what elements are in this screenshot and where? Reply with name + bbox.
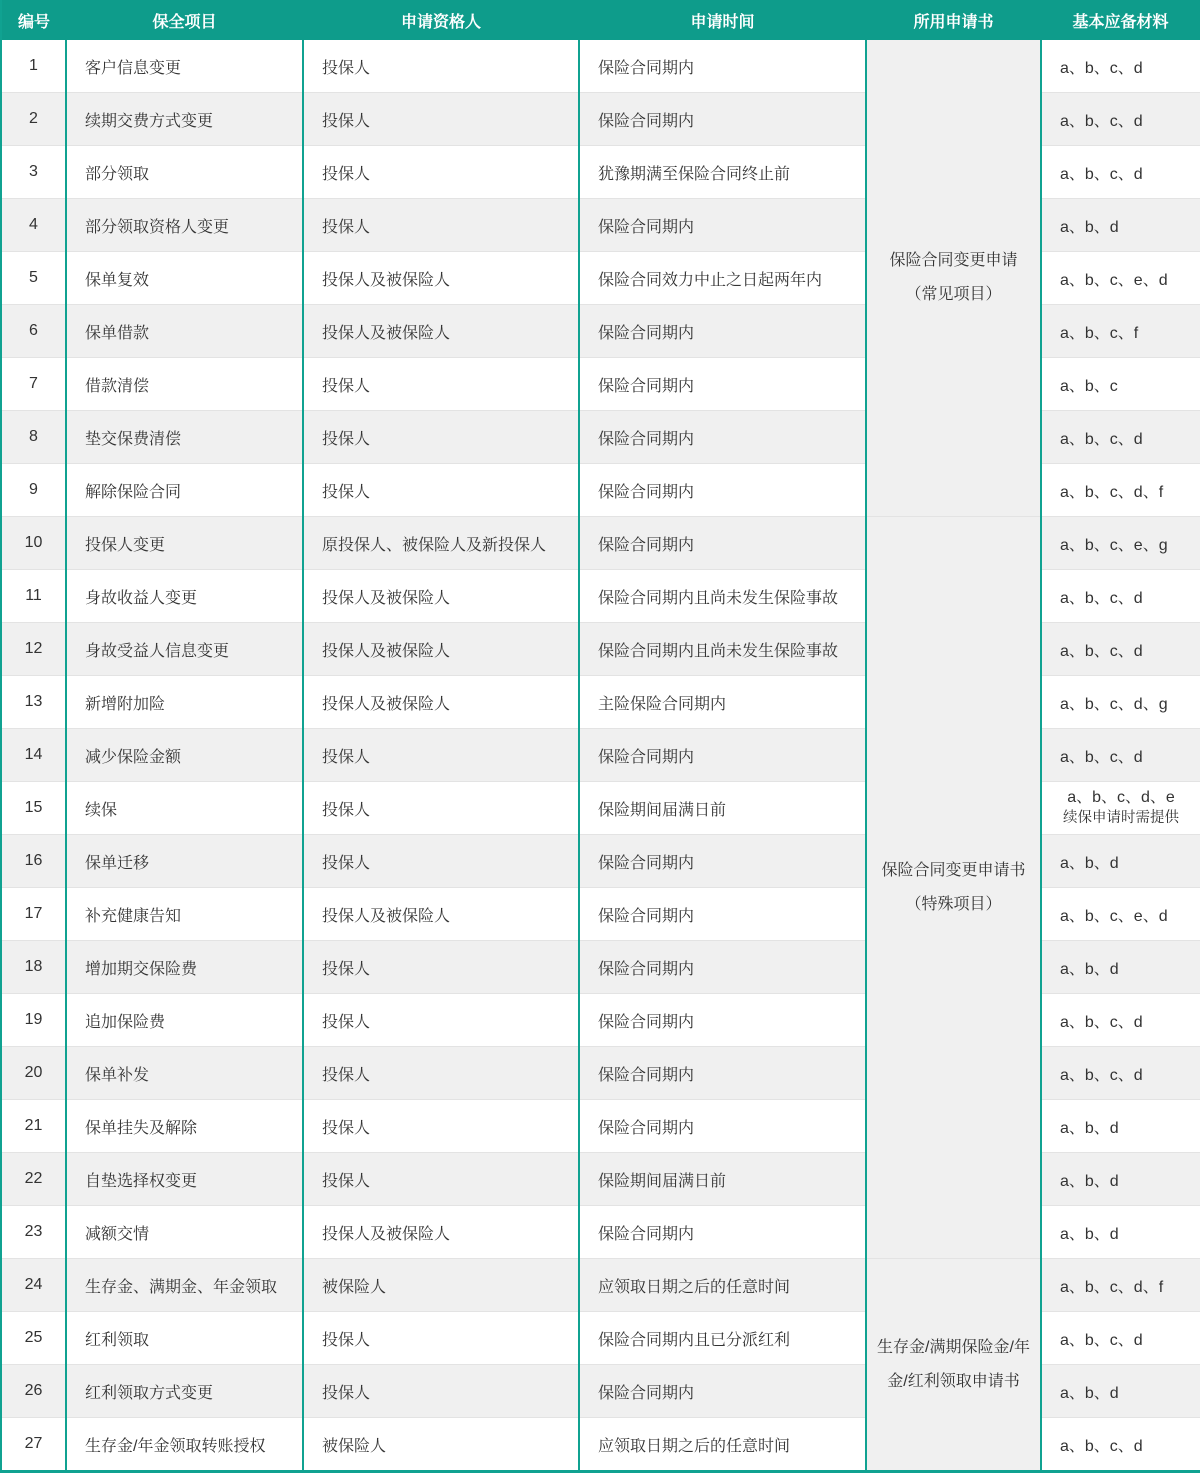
applicant-cell: 投保人 — [303, 199, 579, 252]
applicant-cell: 投保人 — [303, 358, 579, 411]
service-item-cell: 续保 — [66, 782, 303, 835]
materials-cell: a、b、c、f — [1041, 305, 1200, 358]
row-number-cell: 22 — [1, 1153, 66, 1206]
applicant-cell: 投保人 — [303, 994, 579, 1047]
applicant-cell: 投保人及被保险人 — [303, 252, 579, 305]
service-item-cell: 保单迁移 — [66, 835, 303, 888]
row-number-cell: 13 — [1, 676, 66, 729]
applicant-cell: 投保人 — [303, 1153, 579, 1206]
row-number-cell: 21 — [1, 1100, 66, 1153]
materials-cell: a、b、c、d — [1041, 994, 1200, 1047]
time-cell: 保险合同期内且尚未发生保险事故 — [579, 623, 866, 676]
time-cell: 保险合同期内 — [579, 464, 866, 517]
column-header-item: 保全项目 — [66, 0, 303, 40]
applicant-cell: 投保人 — [303, 729, 579, 782]
table-row — [1, 517, 1200, 570]
service-item-cell: 身故收益人变更 — [66, 570, 303, 623]
applicant-cell: 投保人 — [303, 93, 579, 146]
row-number-cell: 8 — [1, 411, 66, 464]
applicant-cell: 投保人及被保险人 — [303, 888, 579, 941]
service-item-cell: 投保人变更 — [66, 517, 303, 570]
column-header-time: 申请时间 — [579, 0, 866, 40]
applicant-cell: 被保险人 — [303, 1259, 579, 1312]
row-number-cell: 26 — [1, 1365, 66, 1418]
time-cell: 保险期间届满日前 — [579, 1153, 866, 1206]
materials-cell: a、b、c、d — [1041, 570, 1200, 623]
service-item-cell: 垫交保费清偿 — [66, 411, 303, 464]
time-cell: 保险合同期内 — [579, 1100, 866, 1153]
application-form-cell: 保险合同变更申请（常见项目） — [866, 40, 1041, 517]
row-number-cell: 7 — [1, 358, 66, 411]
applicant-cell: 投保人 — [303, 1365, 579, 1418]
materials-cell: a、b、d — [1041, 1365, 1200, 1418]
row-number-cell: 6 — [1, 305, 66, 358]
time-cell: 保险合同期内 — [579, 93, 866, 146]
materials-cell: a、b、c、d — [1041, 93, 1200, 146]
materials-cell: a、b、c、d — [1041, 623, 1200, 676]
time-cell: 保险合同期内 — [579, 411, 866, 464]
service-item-cell: 生存金/年金领取转账授权 — [66, 1418, 303, 1472]
header-row — [1, 0, 1200, 40]
applicant-cell: 投保人 — [303, 411, 579, 464]
application-form-cell: 生存金/满期保险金/年金/红利领取申请书 — [866, 1259, 1041, 1472]
time-cell: 保险合同期内且尚未发生保险事故 — [579, 570, 866, 623]
materials-cell: a、b、c — [1041, 358, 1200, 411]
time-cell: 保险合同期内 — [579, 517, 866, 570]
time-cell: 保险合同期内 — [579, 1047, 866, 1100]
applicant-cell: 投保人及被保险人 — [303, 676, 579, 729]
row-number-cell: 25 — [1, 1312, 66, 1365]
time-cell: 保险合同期内 — [579, 994, 866, 1047]
applicant-cell: 投保人 — [303, 1100, 579, 1153]
time-cell: 保险合同期内 — [579, 729, 866, 782]
materials-cell: a、b、d — [1041, 1100, 1200, 1153]
applicant-cell: 投保人 — [303, 782, 579, 835]
row-number-cell: 12 — [1, 623, 66, 676]
applicant-cell: 投保人 — [303, 835, 579, 888]
service-item-cell: 身故受益人信息变更 — [66, 623, 303, 676]
applicant-cell: 投保人及被保险人 — [303, 623, 579, 676]
time-cell: 保险合同期内 — [579, 305, 866, 358]
applicant-cell: 原投保人、被保险人及新投保人 — [303, 517, 579, 570]
service-item-cell: 保单挂失及解除 — [66, 1100, 303, 1153]
time-cell: 保险合同期内 — [579, 888, 866, 941]
row-number-cell: 5 — [1, 252, 66, 305]
service-item-cell: 减额交情 — [66, 1206, 303, 1259]
column-header-applicant: 申请资格人 — [303, 0, 579, 40]
time-cell: 保险合同效力中止之日起两年内 — [579, 252, 866, 305]
row-number-cell: 9 — [1, 464, 66, 517]
service-item-cell: 部分领取资格人变更 — [66, 199, 303, 252]
service-item-cell: 保单复效 — [66, 252, 303, 305]
materials-cell: a、b、c、e、d — [1041, 888, 1200, 941]
service-item-cell: 部分领取 — [66, 146, 303, 199]
materials-cell: a、b、c、d — [1041, 1418, 1200, 1472]
applicant-cell: 投保人 — [303, 1047, 579, 1100]
materials-cell: a、b、c、d — [1041, 1312, 1200, 1365]
service-item-cell: 红利领取方式变更 — [66, 1365, 303, 1418]
materials-cell: a、b、c、d — [1041, 729, 1200, 782]
service-item-cell: 新增附加险 — [66, 676, 303, 729]
time-cell: 保险期间届满日前 — [579, 782, 866, 835]
materials-cell: a、b、c、d、e 续保申请时需提供 — [1041, 782, 1200, 835]
time-cell: 保险合同期内 — [579, 358, 866, 411]
applicant-cell: 投保人 — [303, 40, 579, 93]
row-number-cell: 3 — [1, 146, 66, 199]
service-item-cell: 续期交费方式变更 — [66, 93, 303, 146]
row-number-cell: 15 — [1, 782, 66, 835]
materials-cell: a、b、c、e、d — [1041, 252, 1200, 305]
applicant-cell: 投保人 — [303, 1312, 579, 1365]
service-item-cell: 借款清偿 — [66, 358, 303, 411]
service-item-cell: 增加期交保险费 — [66, 941, 303, 994]
time-cell: 保险合同期内 — [579, 941, 866, 994]
materials-cell: a、b、d — [1041, 1206, 1200, 1259]
row-number-cell: 23 — [1, 1206, 66, 1259]
row-number-cell: 20 — [1, 1047, 66, 1100]
row-number-cell: 2 — [1, 93, 66, 146]
applicant-cell: 投保人 — [303, 941, 579, 994]
time-cell: 保险合同期内 — [579, 835, 866, 888]
service-item-cell: 保单借款 — [66, 305, 303, 358]
materials-note: 续保申请时需提供 — [1063, 810, 1179, 827]
applicant-cell: 投保人 — [303, 146, 579, 199]
table-row — [1, 1259, 1200, 1312]
applicant-cell: 投保人及被保险人 — [303, 1206, 579, 1259]
materials-cell: a、b、c、d、f — [1041, 1259, 1200, 1312]
materials-cell: a、b、c、d — [1041, 411, 1200, 464]
row-number-cell: 16 — [1, 835, 66, 888]
service-item-cell: 追加保险费 — [66, 994, 303, 1047]
time-cell: 保险合同期内 — [579, 199, 866, 252]
service-item-cell: 生存金、满期金、年金领取 — [66, 1259, 303, 1312]
row-number-cell: 18 — [1, 941, 66, 994]
materials-cell: a、b、c、d、f — [1041, 464, 1200, 517]
row-number-cell: 1 — [1, 40, 66, 93]
materials-cell: a、b、d — [1041, 199, 1200, 252]
time-cell: 犹豫期满至保险合同终止前 — [579, 146, 866, 199]
materials-cell: a、b、c、e、g — [1041, 517, 1200, 570]
time-cell: 保险合同期内 — [579, 40, 866, 93]
materials-cell: a、b、d — [1041, 835, 1200, 888]
time-cell: 保险合同期内且已分派红利 — [579, 1312, 866, 1365]
row-number-cell: 17 — [1, 888, 66, 941]
service-item-cell: 自垫选择权变更 — [66, 1153, 303, 1206]
materials-cell: a、b、c、d — [1041, 1047, 1200, 1100]
time-cell: 应领取日期之后的任意时间 — [579, 1259, 866, 1312]
materials-cell: a、b、d — [1041, 1153, 1200, 1206]
service-item-cell: 红利领取 — [66, 1312, 303, 1365]
column-header-materials: 基本应备材料 — [1041, 0, 1200, 40]
materials-cell: a、b、c、d — [1041, 146, 1200, 199]
time-cell: 保险合同期内 — [579, 1206, 866, 1259]
time-cell: 保险合同期内 — [579, 1365, 866, 1418]
row-number-cell: 10 — [1, 517, 66, 570]
materials-cell: a、b、c、d — [1041, 40, 1200, 93]
service-item-cell: 补充健康告知 — [66, 888, 303, 941]
row-number-cell: 4 — [1, 199, 66, 252]
applicant-cell: 投保人及被保险人 — [303, 570, 579, 623]
table-body — [1, 40, 1200, 1472]
column-header-form: 所用申请书 — [866, 0, 1041, 40]
time-cell: 应领取日期之后的任意时间 — [579, 1418, 866, 1472]
applicant-cell: 被保险人 — [303, 1418, 579, 1472]
applicant-cell: 投保人及被保险人 — [303, 305, 579, 358]
service-item-cell: 保单补发 — [66, 1047, 303, 1100]
service-item-cell: 减少保险金额 — [66, 729, 303, 782]
service-item-cell: 客户信息变更 — [66, 40, 303, 93]
service-item-cell: 解除保险合同 — [66, 464, 303, 517]
applicant-cell: 投保人 — [303, 464, 579, 517]
materials-cell: a、b、c、d、g — [1041, 676, 1200, 729]
row-number-cell: 14 — [1, 729, 66, 782]
application-form-cell: 保险合同变更申请书（特殊项目） — [866, 517, 1041, 1259]
row-number-cell: 27 — [1, 1418, 66, 1472]
column-header-number: 编号 — [1, 0, 66, 40]
row-number-cell: 24 — [1, 1259, 66, 1312]
row-number-cell: 19 — [1, 994, 66, 1047]
row-number-cell: 11 — [1, 570, 66, 623]
table-row — [1, 40, 1200, 93]
time-cell: 主险保险合同期内 — [579, 676, 866, 729]
table-header — [1, 0, 1200, 40]
materials-cell: a、b、d — [1041, 941, 1200, 994]
